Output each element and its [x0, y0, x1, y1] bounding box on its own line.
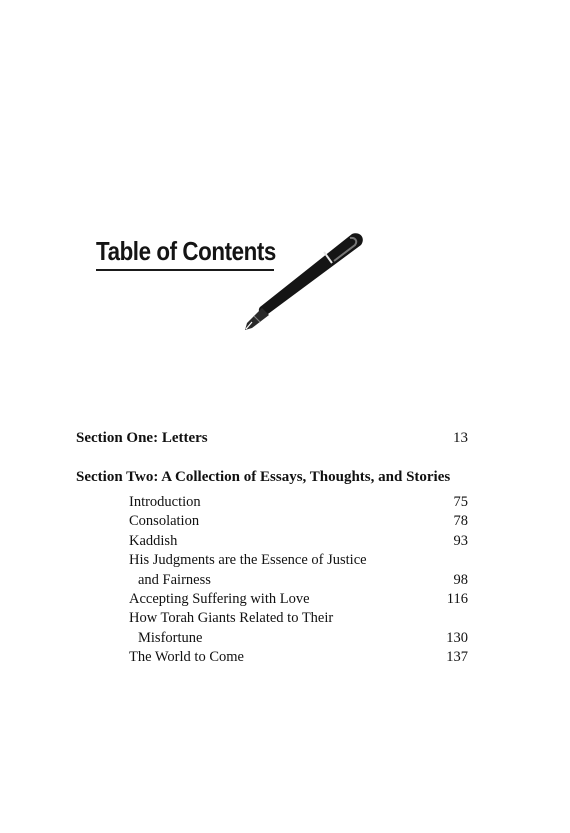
entry-page: 93 — [453, 532, 468, 549]
title-block — [96, 232, 396, 342]
entry-label — [129, 551, 367, 590]
section-one-label: Section One: Letters — [76, 430, 208, 446]
entry-label: Accepting Suffering with Love — [129, 591, 310, 608]
fountain-pen-icon — [216, 232, 366, 332]
entry-page: 116 — [446, 591, 468, 608]
entry-label-line-1: His Judgments are the Essence of Justice — [129, 552, 367, 569]
entry-label: Consolation — [129, 513, 200, 530]
entry-label: Introduction — [129, 494, 201, 510]
entry-label-line-2: Misfortune — [138, 629, 203, 646]
entry-label-line-2: and Fairness — [138, 571, 211, 588]
entry-page: 78 — [453, 513, 468, 530]
toc-entry-introduction — [129, 493, 468, 512]
table-of-contents — [76, 428, 468, 668]
toc-entry-his-judgments — [129, 551, 468, 590]
toc-entry-world-to-come — [129, 648, 468, 667]
entry-label — [129, 609, 333, 648]
page-title: Table of Contents — [96, 236, 276, 266]
toc-entry-torah-giants — [129, 609, 468, 648]
entry-label: Kaddish — [129, 532, 178, 549]
entry-page: 75 — [453, 494, 468, 510]
entry-page: 130 — [446, 629, 468, 646]
entry-label-line-1: How Torah Giants Related to Their — [129, 610, 334, 627]
toc-entry-consolation — [129, 512, 468, 531]
section-two-label: Section Two: A Collection of Essays, Thoughts, and Stories — [76, 469, 451, 485]
toc-entry-accepting-suffering — [129, 590, 468, 609]
section-two-entries — [76, 493, 468, 668]
toc-entry-kaddish — [129, 532, 468, 551]
section-one-row — [76, 428, 468, 448]
entry-page: 98 — [453, 571, 468, 588]
entry-label: The World to Come — [129, 649, 244, 666]
section-one-page: 13 — [453, 430, 468, 446]
entry-page: 137 — [446, 649, 468, 666]
